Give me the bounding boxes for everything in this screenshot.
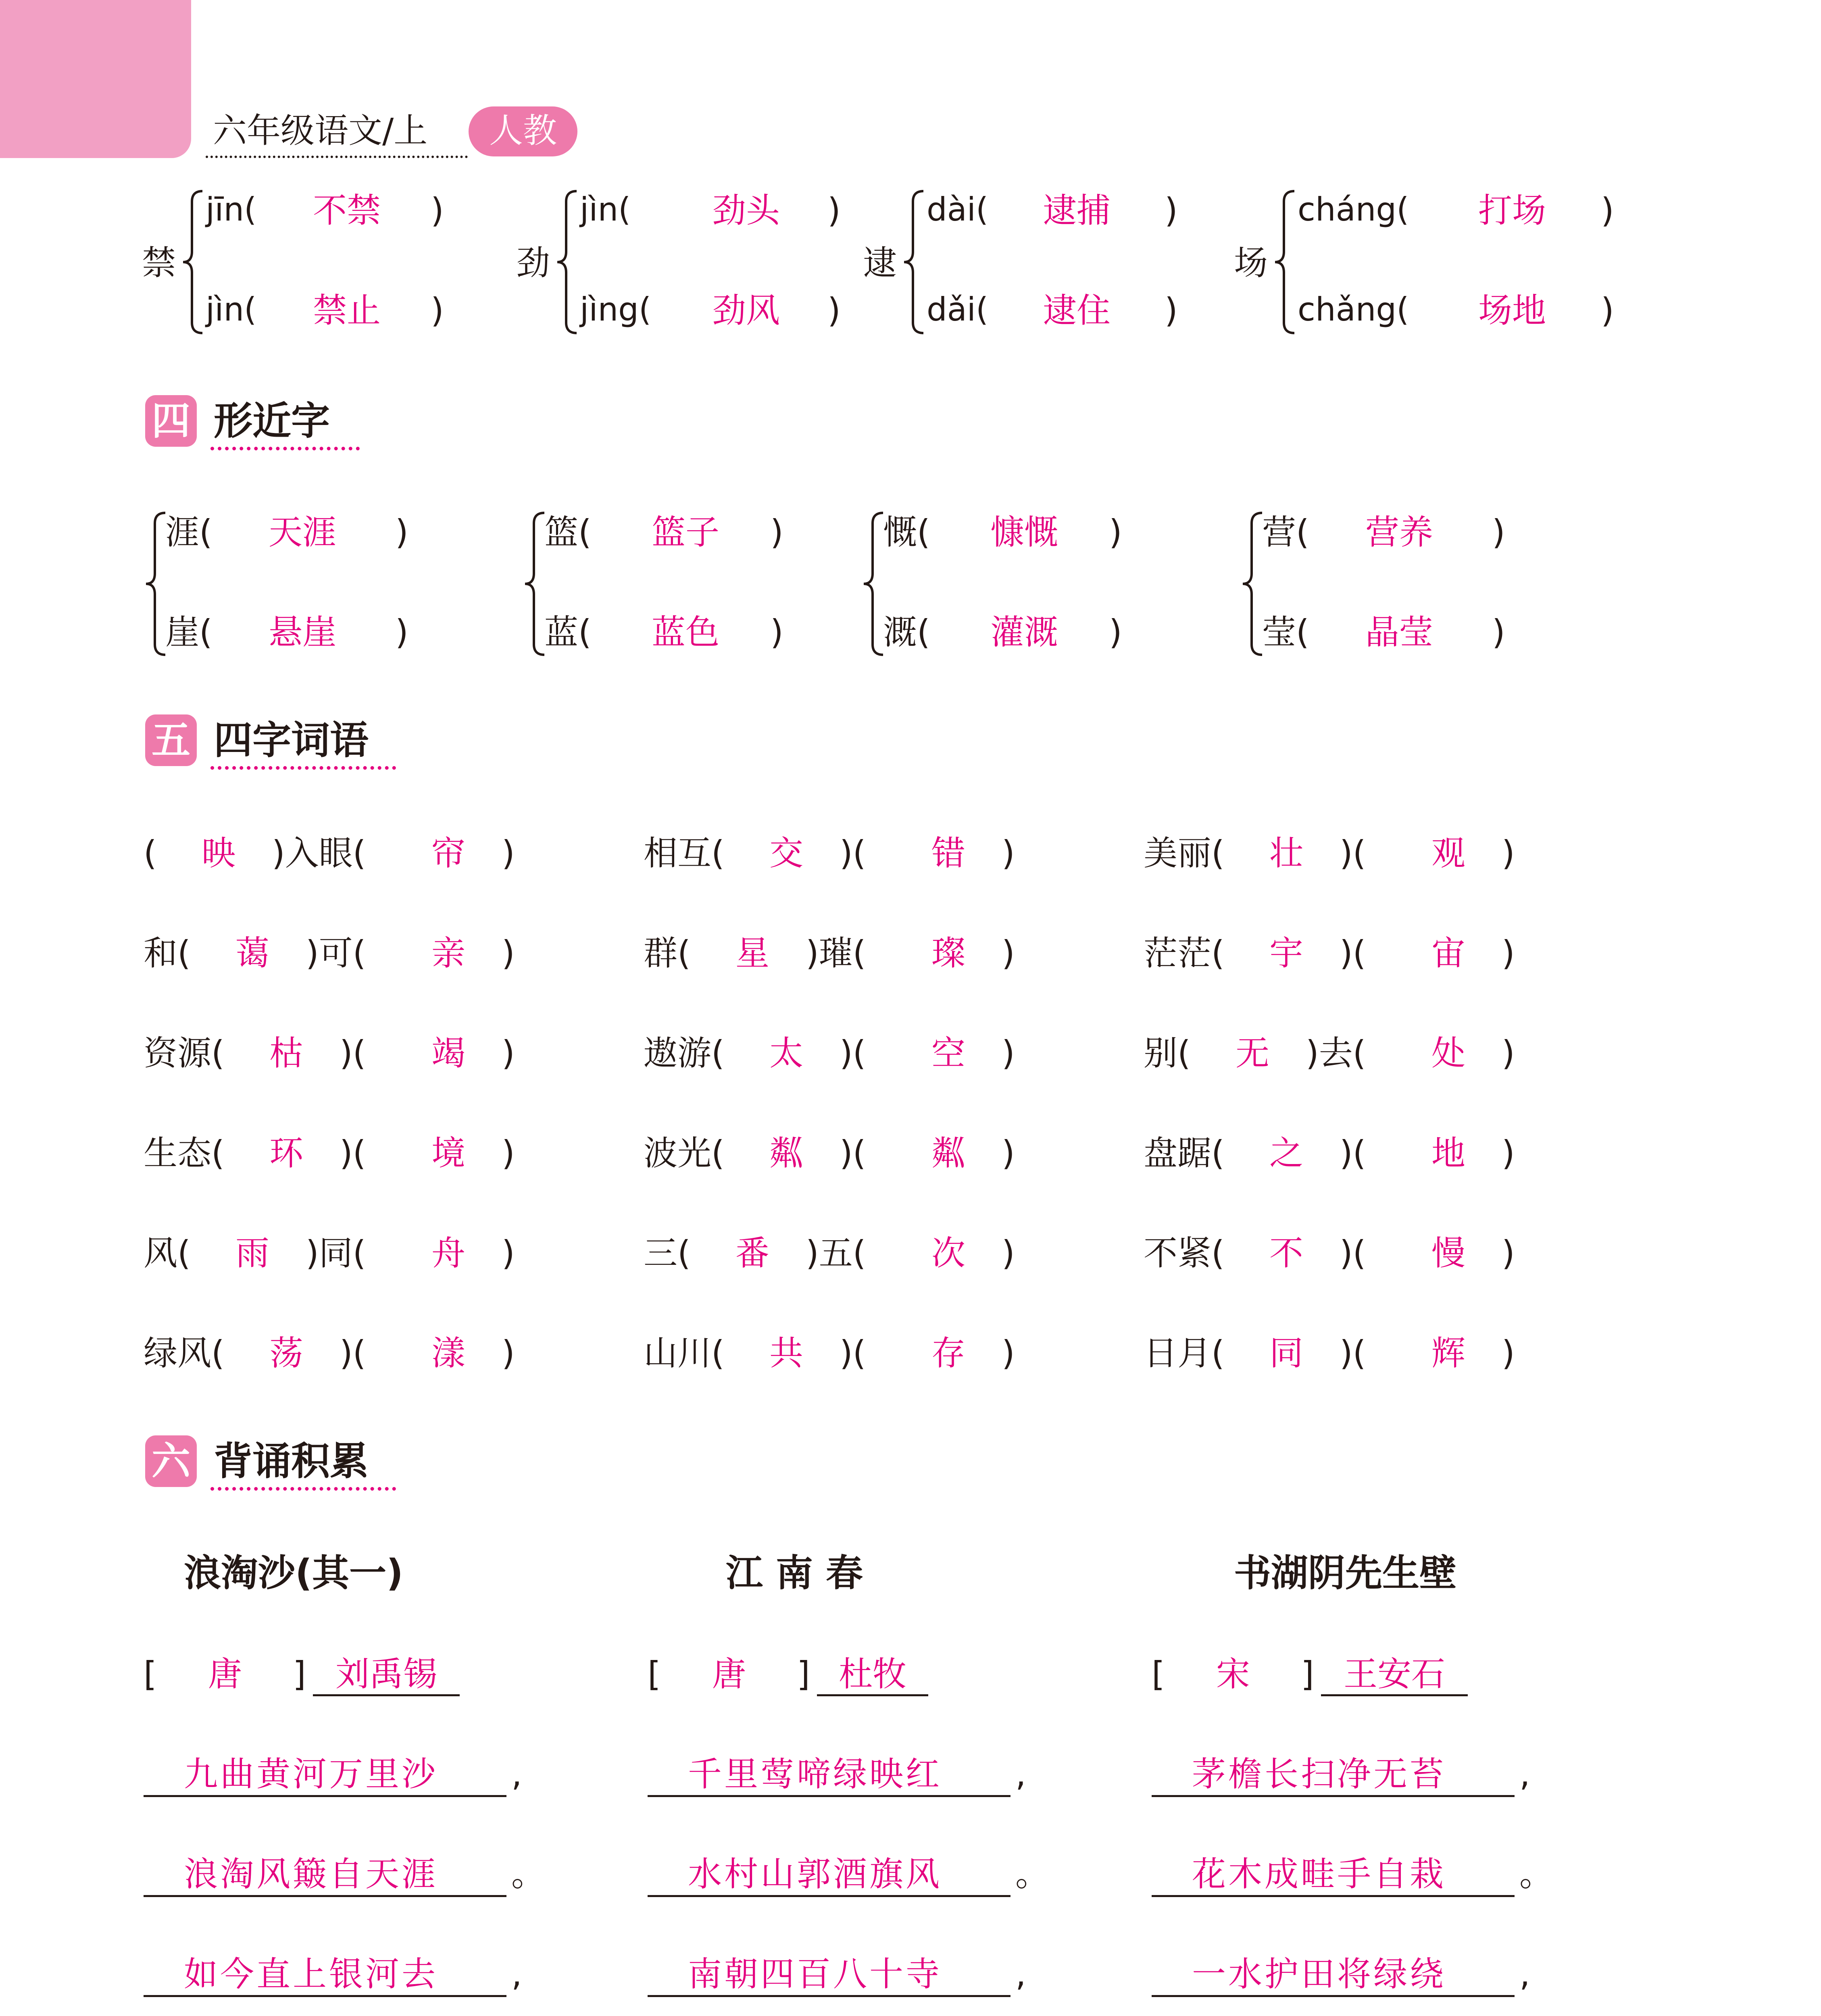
close-paren: ) bbox=[1601, 191, 1614, 230]
idiom-answer: 蔼 bbox=[235, 933, 270, 973]
idiom-middle: )同( bbox=[306, 1233, 366, 1273]
idiom-prefix: 资源( bbox=[144, 1033, 225, 1073]
close-paren: ) bbox=[1002, 1033, 1015, 1073]
poem-line: 茅檐长扫净无苔 bbox=[1192, 1754, 1446, 1794]
section-five-title: 四字词语 bbox=[214, 718, 369, 763]
similar-char-answer: 灌溉 bbox=[990, 612, 1058, 652]
answer-line bbox=[648, 1795, 1011, 1797]
pinyin-label: jìn( bbox=[206, 291, 257, 328]
idiom-answer: 粼 bbox=[769, 1133, 804, 1173]
answer-line bbox=[144, 1995, 506, 1997]
idiom-prefix: 和( bbox=[144, 933, 191, 973]
poem-dynasty: 唐 bbox=[712, 1654, 746, 1694]
similar-char: 溉( bbox=[883, 612, 930, 652]
poem-punct: 。 bbox=[511, 1854, 546, 1894]
similar-char: 营( bbox=[1262, 512, 1309, 552]
idiom-middle: )( bbox=[840, 833, 866, 873]
poem-line: 千里莺啼绿映红 bbox=[688, 1754, 942, 1794]
idiom-prefix: 相互( bbox=[644, 833, 725, 873]
idiom-answer: 亲 bbox=[431, 933, 466, 973]
idiom-answer: 太 bbox=[769, 1033, 804, 1073]
poem-punct: , bbox=[1015, 1954, 1026, 1994]
close-paren: ) bbox=[431, 291, 444, 330]
pinyin-label: chǎng( bbox=[1298, 291, 1409, 328]
pinyin-answer: 劲头 bbox=[712, 191, 780, 230]
poem-line: 水村山郭酒旗风 bbox=[688, 1854, 942, 1894]
similar-char-answer: 营养 bbox=[1365, 512, 1433, 552]
idiom-answer: 交 bbox=[769, 833, 804, 873]
similar-char: 莹( bbox=[1262, 612, 1309, 652]
idiom-middle: )去( bbox=[1306, 1033, 1366, 1073]
idiom-middle: )( bbox=[1340, 833, 1366, 873]
idiom-prefix: 不紧( bbox=[1144, 1233, 1225, 1273]
idiom-answer: 不 bbox=[1269, 1233, 1304, 1273]
idiom-prefix: 绿风( bbox=[144, 1333, 225, 1373]
pinyin-label: cháng( bbox=[1298, 191, 1409, 228]
idiom-prefix: 盘踞( bbox=[1144, 1133, 1225, 1173]
close-paren: ) bbox=[1002, 1233, 1015, 1273]
pinyin-answer: 禁止 bbox=[313, 291, 381, 330]
close-paren: ) bbox=[770, 512, 783, 552]
idiom-answer: 慢 bbox=[1431, 1233, 1466, 1273]
similar-char-answer: 慷慨 bbox=[990, 512, 1058, 552]
section-six-badge: 六 bbox=[145, 1435, 197, 1487]
idiom-answer: 存 bbox=[931, 1333, 966, 1373]
idiom-answer: 境 bbox=[431, 1133, 466, 1173]
close-paren: ) bbox=[1109, 612, 1122, 652]
close-paren: ) bbox=[1002, 1333, 1015, 1373]
poem-line: 花木成畦手自栽 bbox=[1192, 1854, 1446, 1894]
close-paren: ) bbox=[827, 291, 841, 330]
bracket-open: [ bbox=[648, 1654, 661, 1694]
idiom-middle: )可( bbox=[306, 933, 366, 973]
idiom-middle: )五( bbox=[806, 1233, 866, 1273]
idiom-middle: )入眼( bbox=[272, 833, 366, 873]
poem-author: 刘禹锡 bbox=[335, 1654, 437, 1694]
idiom-prefix: 遨游( bbox=[644, 1033, 725, 1073]
idiom-answer: 辉 bbox=[1431, 1333, 1466, 1373]
idiom-prefix: 三( bbox=[644, 1233, 691, 1273]
idiom-answer: 枯 bbox=[269, 1033, 304, 1073]
pinyin-label: dǎi( bbox=[927, 291, 989, 328]
idiom-prefix: 波光( bbox=[644, 1133, 725, 1173]
close-paren: ) bbox=[1502, 1133, 1515, 1173]
pinyin-answer: 逮住 bbox=[1042, 291, 1111, 330]
similar-char-answer: 蓝色 bbox=[651, 612, 719, 652]
answer-line bbox=[144, 1895, 506, 1897]
idiom-prefix: 日月( bbox=[1144, 1333, 1225, 1373]
close-paren: ) bbox=[502, 1033, 515, 1073]
close-paren: ) bbox=[1502, 1333, 1515, 1373]
idiom-answer: 宙 bbox=[1431, 933, 1466, 973]
idiom-answer: 竭 bbox=[431, 1033, 466, 1073]
close-paren: ) bbox=[827, 191, 841, 230]
poem-line: 九曲黄河万里沙 bbox=[184, 1754, 438, 1794]
idiom-answer: 舟 bbox=[431, 1233, 466, 1273]
answer-line bbox=[648, 1995, 1011, 1997]
edition-badge-text: 人教 bbox=[489, 111, 557, 150]
close-paren: ) bbox=[1165, 191, 1178, 230]
idiom-answer: 雨 bbox=[235, 1233, 270, 1273]
idiom-answer: 番 bbox=[735, 1233, 770, 1273]
polyphonic-char: 劲 bbox=[516, 243, 550, 283]
poem-punct: , bbox=[1015, 1754, 1026, 1794]
poem-line: 浪淘风簸自天涯 bbox=[184, 1854, 438, 1894]
idiom-answer: 之 bbox=[1269, 1133, 1304, 1173]
bracket-open: [ bbox=[1152, 1654, 1165, 1694]
close-paren: ) bbox=[1002, 1133, 1015, 1173]
answer-line bbox=[1152, 1995, 1515, 1997]
poem-punct: 。 bbox=[1519, 1854, 1554, 1894]
idiom-answer: 无 bbox=[1236, 1033, 1270, 1073]
similar-char: 蓝( bbox=[544, 612, 592, 652]
pinyin-answer: 逮捕 bbox=[1042, 191, 1111, 230]
polyphonic-char: 禁 bbox=[142, 243, 176, 283]
similar-char: 慨( bbox=[883, 512, 930, 552]
pinyin-answer: 打场 bbox=[1478, 191, 1546, 230]
pinyin-answer: 劲风 bbox=[712, 291, 780, 330]
pinyin-label: dài( bbox=[927, 191, 989, 228]
section-five-underline bbox=[210, 766, 396, 770]
close-paren: ) bbox=[502, 833, 515, 873]
pinyin-label: jīn( bbox=[206, 191, 257, 228]
poem-author: 王安石 bbox=[1343, 1654, 1445, 1694]
close-paren: ) bbox=[431, 191, 444, 230]
answer-line bbox=[1152, 1795, 1515, 1797]
idiom-answer: 地 bbox=[1431, 1133, 1466, 1173]
idiom-middle: )( bbox=[1340, 933, 1366, 973]
idiom-answer: 荡 bbox=[269, 1333, 304, 1373]
idiom-middle: )( bbox=[840, 1333, 866, 1373]
close-paren: ) bbox=[502, 1133, 515, 1173]
idiom-answer: 壮 bbox=[1269, 833, 1304, 873]
idiom-prefix: 生态( bbox=[144, 1133, 225, 1173]
close-paren: ) bbox=[1502, 1233, 1515, 1273]
idiom-middle: )( bbox=[340, 1333, 366, 1373]
idiom-answer: 处 bbox=[1431, 1033, 1466, 1073]
idiom-answer: 映 bbox=[202, 833, 236, 873]
idiom-middle: )( bbox=[1340, 1233, 1366, 1273]
bracket-close: ] bbox=[293, 1654, 306, 1694]
close-paren: ) bbox=[1002, 933, 1015, 973]
idiom-middle: )( bbox=[340, 1033, 366, 1073]
idiom-answer: 环 bbox=[269, 1133, 304, 1173]
close-paren: ) bbox=[1002, 833, 1015, 873]
close-paren: ) bbox=[502, 933, 515, 973]
author-line bbox=[817, 1694, 928, 1696]
poem-line: 一水护田将绿绕 bbox=[1192, 1954, 1446, 1994]
bracket-open: [ bbox=[144, 1654, 157, 1694]
close-paren: ) bbox=[395, 612, 408, 652]
idiom-prefix: 茫茫( bbox=[1144, 933, 1225, 973]
idiom-middle: )璀( bbox=[806, 933, 866, 973]
similar-char-answer: 悬崖 bbox=[268, 612, 336, 652]
bracket-close: ] bbox=[1301, 1654, 1314, 1694]
pinyin-label: jìn( bbox=[580, 191, 631, 228]
book-title: 六年级语文/上 bbox=[213, 111, 428, 150]
poem-line: 南朝四百八十寺 bbox=[688, 1954, 942, 1994]
section-four-badge: 四 bbox=[145, 395, 197, 447]
idiom-answer: 错 bbox=[931, 833, 966, 873]
close-paren: ) bbox=[1502, 933, 1515, 973]
idiom-answer: 空 bbox=[931, 1033, 966, 1073]
idiom-prefix: 别( bbox=[1144, 1033, 1191, 1073]
poem-punct: , bbox=[1519, 1954, 1530, 1994]
poem-author: 杜牧 bbox=[838, 1654, 906, 1694]
idiom-answer: 宇 bbox=[1269, 933, 1304, 973]
section-four-underline bbox=[210, 447, 360, 450]
poem-title: 浪淘沙(其一) bbox=[184, 1552, 404, 1595]
poem-punct: 。 bbox=[1015, 1854, 1050, 1894]
idiom-prefix: ( bbox=[144, 833, 157, 873]
answer-line bbox=[1152, 1895, 1515, 1897]
similar-char-answer: 天涯 bbox=[268, 512, 336, 552]
poem-punct: , bbox=[511, 1754, 522, 1794]
polyphonic-char: 逮 bbox=[863, 243, 897, 283]
pinyin-answer: 场地 bbox=[1478, 291, 1546, 330]
poem-title: 江 南 春 bbox=[726, 1552, 863, 1595]
idiom-middle: )( bbox=[840, 1133, 866, 1173]
poem-punct: , bbox=[1519, 1754, 1530, 1794]
answer-line bbox=[144, 1795, 506, 1797]
author-line bbox=[313, 1694, 460, 1696]
bracket-close: ] bbox=[797, 1654, 810, 1694]
close-paren: ) bbox=[1601, 291, 1614, 330]
close-paren: ) bbox=[1492, 612, 1505, 652]
answer-line bbox=[648, 1895, 1011, 1897]
header-underline bbox=[206, 156, 468, 158]
idiom-answer: 漾 bbox=[431, 1333, 466, 1373]
idiom-middle: )( bbox=[1340, 1333, 1366, 1373]
similar-char-answer: 篮子 bbox=[651, 512, 719, 552]
section-six-underline bbox=[210, 1487, 396, 1491]
idiom-answer: 共 bbox=[769, 1333, 804, 1373]
section-four-title: 形近字 bbox=[214, 398, 330, 444]
idiom-prefix: 山川( bbox=[644, 1333, 725, 1373]
section-six-title: 背诵积累 bbox=[214, 1439, 369, 1484]
poem-punct: , bbox=[511, 1954, 522, 1994]
close-paren: ) bbox=[502, 1233, 515, 1273]
close-paren: ) bbox=[1109, 512, 1122, 552]
idiom-answer: 星 bbox=[735, 933, 770, 973]
top-left-tab bbox=[0, 0, 191, 158]
close-paren: ) bbox=[395, 512, 408, 552]
author-line bbox=[1321, 1694, 1468, 1696]
poem-title: 书湖阴先生壁 bbox=[1234, 1552, 1457, 1595]
poem-dynasty: 唐 bbox=[208, 1654, 242, 1694]
pinyin-label: jìng( bbox=[580, 291, 652, 328]
idiom-prefix: 群( bbox=[644, 933, 691, 973]
idiom-answer: 同 bbox=[1269, 1333, 1304, 1373]
idiom-middle: )( bbox=[1340, 1133, 1366, 1173]
pinyin-answer: 不禁 bbox=[313, 191, 381, 230]
idiom-answer: 次 bbox=[931, 1233, 966, 1273]
idiom-middle: )( bbox=[840, 1033, 866, 1073]
polyphonic-char: 场 bbox=[1234, 243, 1268, 283]
close-paren: ) bbox=[1502, 833, 1515, 873]
close-paren: ) bbox=[1492, 512, 1505, 552]
idiom-answer: 粼 bbox=[931, 1133, 966, 1173]
idiom-answer: 帘 bbox=[431, 833, 466, 873]
idiom-prefix: 风( bbox=[144, 1233, 191, 1273]
close-paren: ) bbox=[502, 1333, 515, 1373]
idiom-middle: )( bbox=[340, 1133, 366, 1173]
idiom-answer: 璨 bbox=[931, 933, 966, 973]
close-paren: ) bbox=[1165, 291, 1178, 330]
section-five-badge: 五 bbox=[145, 714, 197, 766]
similar-char: 崖( bbox=[165, 612, 213, 652]
poem-dynasty: 宋 bbox=[1216, 1654, 1250, 1694]
idiom-prefix: 美丽( bbox=[1144, 833, 1225, 873]
idiom-answer: 观 bbox=[1431, 833, 1466, 873]
similar-char: 篮( bbox=[544, 512, 592, 552]
close-paren: ) bbox=[770, 612, 783, 652]
similar-char: 涯( bbox=[165, 512, 213, 552]
similar-char-answer: 晶莹 bbox=[1365, 612, 1433, 652]
poem-line: 如今直上银河去 bbox=[184, 1954, 438, 1994]
close-paren: ) bbox=[1502, 1033, 1515, 1073]
